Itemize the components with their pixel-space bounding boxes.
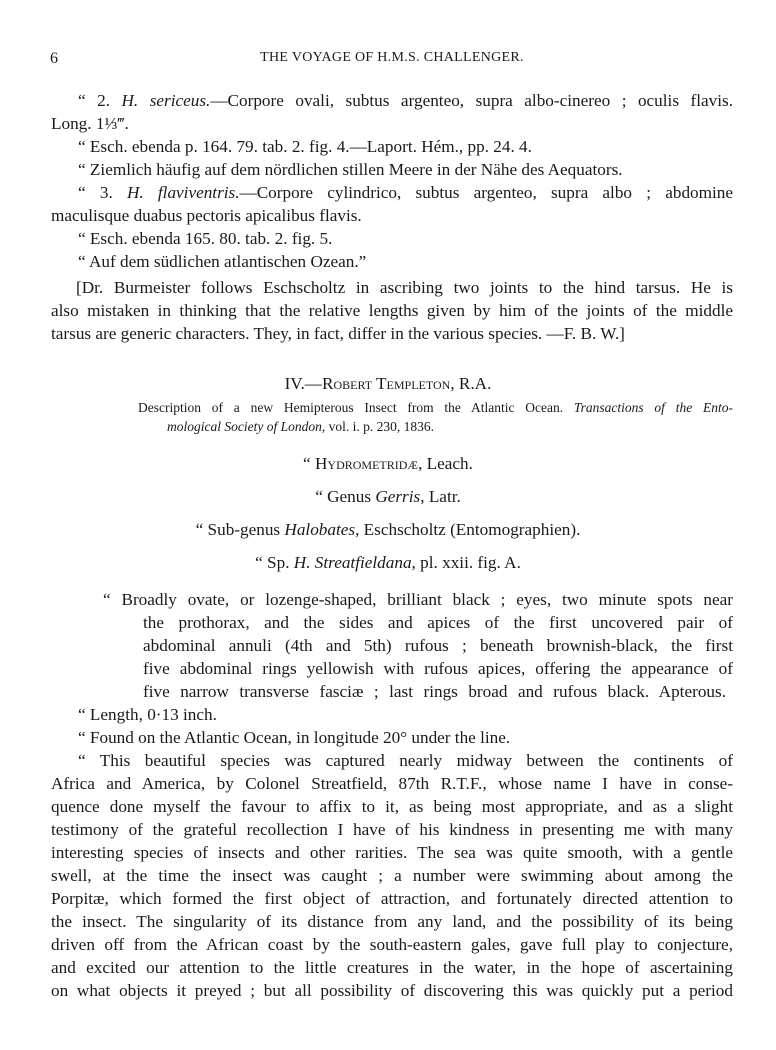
subgenus-name: Halobates: [284, 520, 356, 539]
species-name: H. flaviventris.: [126, 183, 240, 202]
species-plate: , pl. xxii. fig. A.: [411, 553, 521, 572]
citation-volume: , vol. i. p. 230, 1836.: [321, 419, 434, 434]
narrative-line: the insect. The singularity of its distance from any land, and the possibility of its being: [51, 912, 733, 931]
citation-journal: Transactions of the Ento-: [573, 400, 733, 415]
description-line: five narrow transverse fasciæ ; last rings broad and rufous black. Apterous.: [143, 682, 726, 701]
editor-note-line: [Dr. Burmeister follows Eschscholtz in ascribing two joints to the hind tarsus. He is: [76, 278, 733, 297]
genus-name: Gerris: [375, 487, 421, 506]
quote-mark: “: [303, 454, 315, 473]
citation-journal: mological Society of London: [167, 419, 322, 434]
genus-label: “ Genus: [315, 487, 376, 506]
species-3-entry: [78, 181, 733, 204]
narrative-line: and excited our attention to the little creatures in the water, in the hope of ascertaining: [51, 958, 733, 977]
species-description: —Corpore ovali, subtus argenteo, supra albo-cinereo ; oculis flavis.: [210, 91, 733, 110]
species-2-entry: [78, 89, 733, 112]
family-authority: , Leach.: [418, 454, 473, 473]
running-header: [50, 50, 734, 70]
narrative-line: interesting species of insects and other rarities. The sea was quite smooth, with a gentle: [51, 843, 733, 862]
habitat-line: “ Auf dem südlichen atlantischen Ozean.”: [78, 252, 367, 271]
description-line: “ Broadly ovate, or lozenge-shaped, brilliant black ; eyes, two minute spots near: [103, 590, 733, 609]
reference-line: “ Esch. ebenda p. 164. 79. tab. 2. fig. 4.—Laport. Hém., pp. 24. 4.: [78, 137, 532, 156]
author-name: Robert Templeton: [321, 374, 451, 393]
section-numeral: IV.—: [284, 374, 322, 393]
habitat-line: “ Ziemlich häufig auf dem nördlichen stillen Meere in der Nähe des Aequators.: [78, 160, 623, 179]
species-2-length: Long. 1⅓‴.: [51, 114, 129, 133]
narrative-line: quence done myself the favour to affix to it, as being most appropriate, and as a slight: [51, 797, 733, 816]
narrative-line: Porpitæ, which formed the first object of attraction, and fortunately directed attention to: [51, 889, 733, 908]
page-number: 6: [50, 50, 59, 67]
locality-line: “ Found on the Atlantic Ocean, in longitude 20° under the line.: [78, 728, 511, 747]
genus-line: [0, 485, 776, 508]
description-line: the prothorax, and the sides and apices of the first uncovered pair of: [143, 613, 733, 632]
narrative-line: “ This beautiful species was captured nearly midway between the continents of: [78, 751, 733, 770]
species-name: H. Streatfieldana: [293, 553, 412, 572]
species-number: “ 3.: [78, 183, 127, 202]
species-line: [0, 551, 776, 574]
narrative-line: on what objects it preyed ; but all possibility of discovering this was quickly put a period: [51, 981, 733, 1000]
species-number: “ 2.: [78, 91, 122, 110]
editor-note-line: also mistaken in thinking that the relative lengths given by him of the joints of the middle: [51, 301, 733, 320]
description-line: abdominal annuli (4th and 5th) rufous ; beneath brownish-black, the first: [143, 636, 733, 655]
species-description: —Corpore cylindrico, subtus argenteo, supra albo ; abdomine: [239, 183, 733, 202]
author-suffix: , R.A.: [450, 374, 492, 393]
genus-authority: , Latr.: [420, 487, 461, 506]
subgenus-line: [0, 518, 776, 541]
family-line: [0, 452, 776, 475]
editor-note-line: tarsus are generic characters. They, in fact, differ in the various species. —F. B. W.]: [51, 324, 625, 343]
citation-line: [138, 398, 733, 418]
narrative-line: swell, at the time the insect was caught ; a number were swimming about among the: [51, 866, 733, 885]
narrative-line: driven off from the African coast by the south-eastern gales, gave full play to conjecture,: [51, 935, 733, 954]
reference-line: “ Esch. ebenda 165. 80. tab. 2. fig. 5.: [78, 229, 333, 248]
species-3-continuation: maculisque duabus pectoris apicalibus flavis.: [51, 206, 362, 225]
subgenus-authority: , Eschscholtz (Entomographien).: [355, 520, 581, 539]
species-label: “ Sp.: [255, 553, 294, 572]
section-heading: [0, 372, 776, 395]
species-name: H. sericeus.: [121, 91, 211, 110]
running-title: THE VOYAGE OF H.M.S. CHALLENGER.: [260, 50, 524, 65]
citation-title: Description of a new Hemipterous Insect from the Atlantic Ocean.: [138, 400, 574, 415]
citation-line: [167, 417, 733, 437]
length-line: “ Length, 0·13 inch.: [78, 705, 217, 724]
subgenus-label: “ Sub-genus: [195, 520, 285, 539]
description-line: five abdominal rings yellowish with rufous apices, offering the appearance of: [143, 659, 733, 678]
narrative-line: Africa and America, by Colonel Streatfield, 87th R.T.F., whose name I have in conse-: [51, 774, 733, 793]
narrative-line: testimony of the grateful recollection I have of his kindness in presenting me with many: [51, 820, 733, 839]
family-name: Hydrometridæ: [314, 454, 419, 473]
